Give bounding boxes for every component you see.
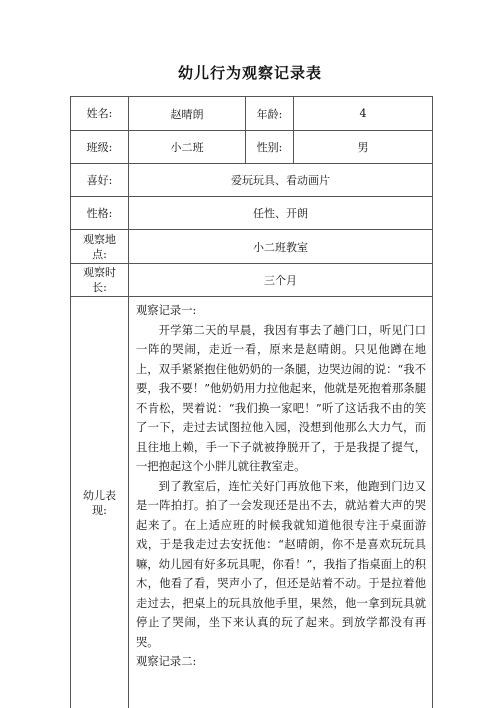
row-hobby [71, 164, 432, 197]
row-location [71, 230, 432, 264]
hobby-value: 爱玩玩具、看动画片 [128, 164, 432, 196]
duration-value: 三个月 [128, 264, 432, 296]
row-name-age [71, 97, 432, 131]
observation-records [128, 297, 432, 708]
row-behavior [71, 297, 432, 708]
personality-value: 任性、开朗 [128, 197, 432, 229]
duration-label: 观察时长: [83, 266, 116, 294]
age-label: 年龄: [245, 97, 293, 130]
age-value: 4 [293, 97, 432, 130]
record1-paragraph-2: 到了教室后，连忙关好门再放他下来，他跑到门边又是一阵拍打。拍了一会发现还是出不去，就站着大声的哭起来了。在上适应班的时候我就知道他很专注于桌面游戏，于是我走过去安抚他：“赵晴朗，你不是喜欢玩玩具嘛，幼儿园有好多玩具呢，你看！”，我指了指桌面上的积木，他看了看，哭声小了，但还是站着不动。于是拉着他走过去，把桌上的玩具放他手里，果然，他一拿到玩具就停止了哭闹，坐下来认真的玩了起来。到放学都没有再哭。 [136, 479, 426, 649]
class-value: 小二班 [128, 131, 245, 163]
location-label: 观察地点: [83, 232, 116, 261]
behavior-label: 幼儿表现: [83, 488, 116, 517]
row-duration [71, 264, 432, 297]
name-label: 姓名: [86, 107, 113, 120]
hobby-label: 喜好: [86, 173, 113, 187]
class-label: 班级: [86, 140, 113, 154]
gender-value: 男 [293, 131, 432, 163]
gender-label: 性别: [245, 131, 293, 163]
record1-heading: 观察记录一: [136, 304, 197, 317]
record2-heading: 观察记录二: [136, 655, 197, 668]
personality-label: 性格: [86, 206, 113, 220]
page-title: 幼儿行为观察记录表 [177, 64, 322, 82]
location-value: 小二班教室 [128, 230, 432, 263]
row-class-gender [71, 131, 432, 164]
observation-form [70, 96, 433, 708]
row-personality [71, 197, 432, 230]
record1-paragraph-1: 开学第二天的早晨，我因有事去了趟门口，听见门口一阵的哭闹，走近一看，原来是赵晴朗。只见他蹲在地上，双手紧紧抱住他奶奶的一条腿，边哭边闹的说：“我不要，我不要！”他奶奶用力拉他起来，他就是死抱着那条腿不肯松，哭着说：“我们换一家吧！”听了这话我不由的笑了一下，走过去试图拉他入园，没想到他那么大力气，而且往地上赖，手一下子就被挣脱开了，于是我提了提气，一把抱起这个小胖儿就往教室走。 [136, 323, 426, 473]
name-value: 赵晴朗 [128, 97, 245, 130]
